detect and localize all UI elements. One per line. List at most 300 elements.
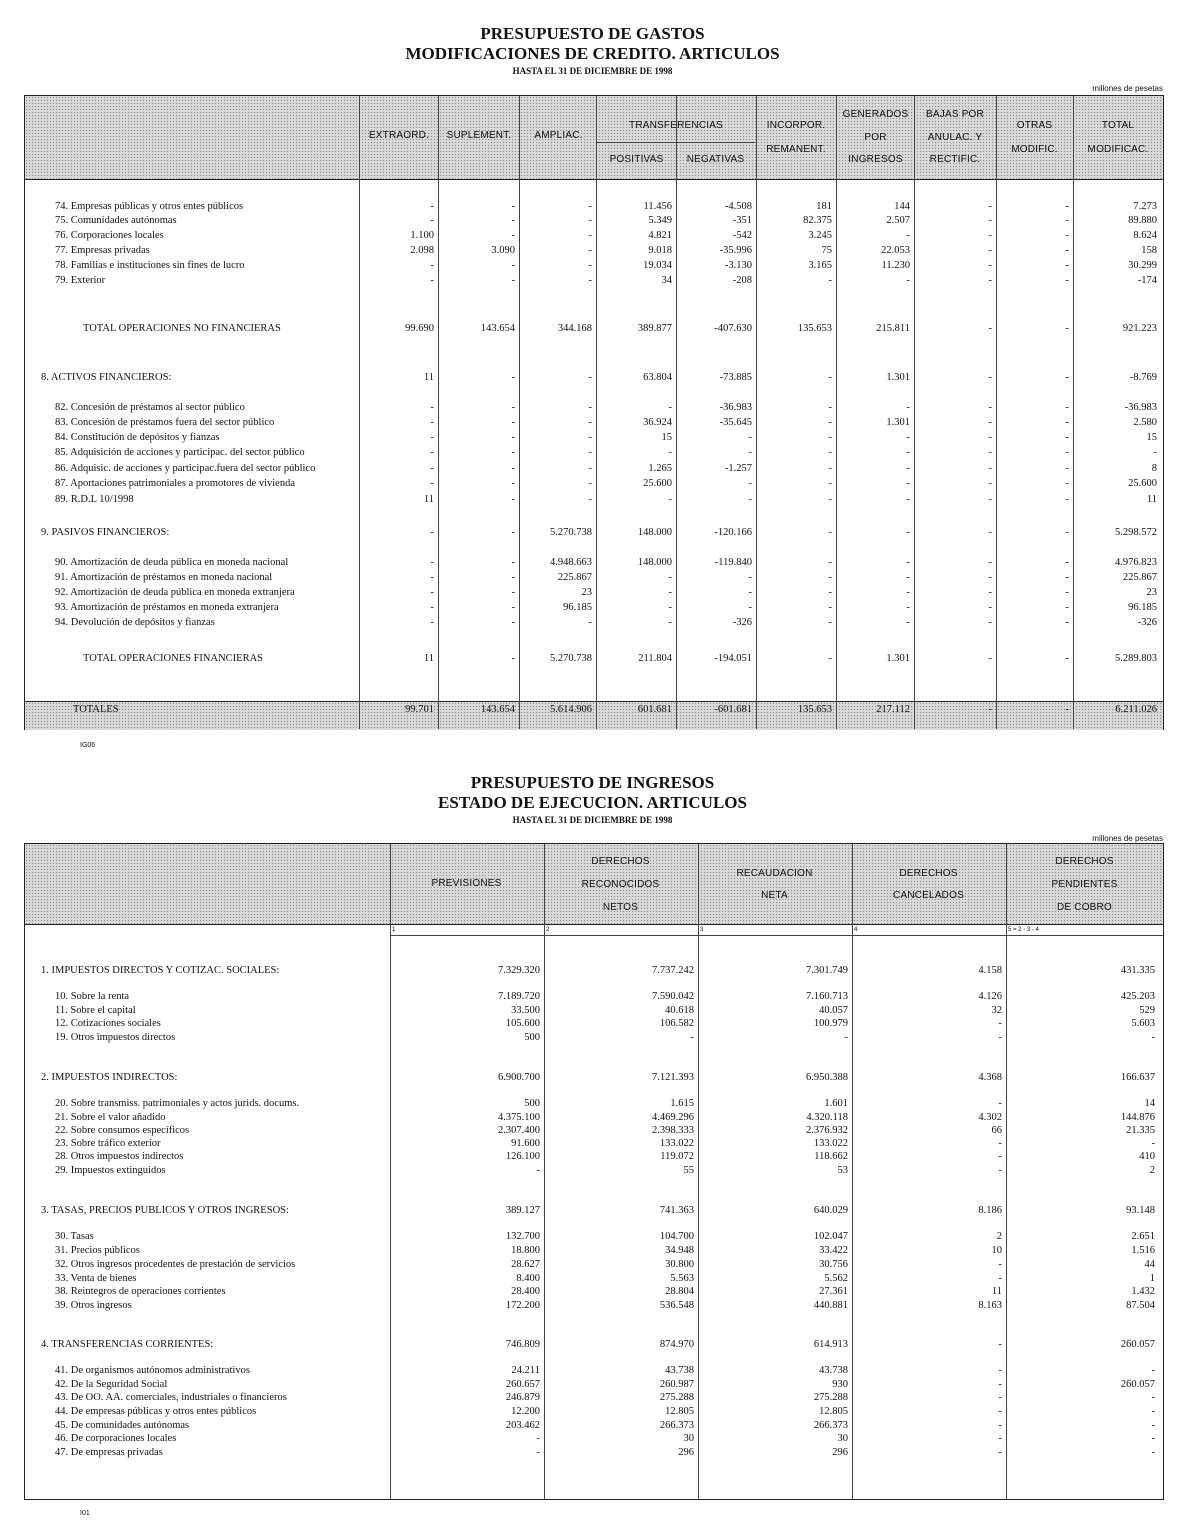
row-label: 22. Sobre consumos específicos xyxy=(55,1125,190,1136)
ingresos-cell-col-1: 389.127 xyxy=(505,1205,540,1216)
gastos-cell-col-2: - xyxy=(511,417,515,428)
gastos-cell-col-4: 148.000 xyxy=(637,557,672,568)
row-label: 82. Concesión de préstamos al sector público xyxy=(55,402,245,413)
gastos-cell-col-4: - xyxy=(668,447,672,458)
ingresos-cell-col-3: 614.913 xyxy=(813,1339,848,1350)
gastos-cell-col-8: - xyxy=(988,527,992,538)
gastos-cell-col-3: - xyxy=(588,230,592,241)
gastos-cell-col-4: 19.034 xyxy=(643,260,672,271)
gastos-cell-col-6: - xyxy=(828,587,832,598)
col-derechos-reconocidos-header: DERECHOS xyxy=(591,856,650,867)
gastos-row xyxy=(25,214,1163,228)
gastos-cell-col-3: 23 xyxy=(581,587,592,598)
ingresos-cell-col-1: 203.462 xyxy=(505,1420,540,1431)
row-label: 41. De organismos autónomos administrativos xyxy=(55,1365,250,1376)
gastos-header xyxy=(25,96,1163,180)
gastos-cell-col-1: - xyxy=(430,602,434,613)
ingresos-cell-col-4: - xyxy=(998,1365,1002,1376)
row-label: 28. Otros impuestos indirectos xyxy=(55,1151,184,1162)
gastos-cell-col-10: 921.223 xyxy=(1122,323,1157,334)
gastos-cell-col-5: -351 xyxy=(732,215,752,226)
gastos-cell-col-8: - xyxy=(988,704,992,715)
gastos-cell-col-10: -36.983 xyxy=(1124,402,1157,413)
ingresos-cell-col-4: - xyxy=(998,1151,1002,1162)
gastos-cell-col-3: - xyxy=(588,275,592,286)
ingresos-cell-col-2: 5.563 xyxy=(670,1273,694,1284)
gastos-cell-col-10: 96.185 xyxy=(1128,602,1157,613)
gastos-cell-col-1: - xyxy=(430,402,434,413)
ingresos-cell-col-3: 440.881 xyxy=(813,1300,848,1311)
gastos-cell-col-9: - xyxy=(1065,402,1069,413)
gastos-cell-col-7: - xyxy=(906,275,910,286)
gastos-cell-col-3: 5.270.738 xyxy=(550,653,592,664)
gastos-cell-col-6: 75 xyxy=(821,245,832,256)
gastos-cell-col-9: - xyxy=(1065,617,1069,628)
gastos-cell-col-10: - xyxy=(1153,447,1157,458)
ingresos-cell-col-5: - xyxy=(1151,1420,1155,1431)
gastos-cell-col-9: - xyxy=(1065,201,1069,212)
gastos-cell-col-1: - xyxy=(430,417,434,428)
gastos-cell-col-2: - xyxy=(511,432,515,443)
ingresos-cell-col-4: - xyxy=(998,1138,1002,1149)
col-generados-por: POR xyxy=(864,132,887,143)
gastos-cell-col-4: - xyxy=(668,587,672,598)
gastos-cell-col-8: - xyxy=(988,275,992,286)
row-label: 77. Empresas privadas xyxy=(55,245,150,256)
row-label: 90. Amortización de deuda pública en moneda nacional xyxy=(55,557,289,568)
ingresos-cell-col-3: 12.805 xyxy=(819,1406,848,1417)
gastos-cell-col-6: 3.245 xyxy=(808,230,832,241)
gastos-cell-col-6: - xyxy=(828,653,832,664)
row-label: 21. Sobre el valor añadido xyxy=(55,1112,166,1123)
row-label: 11. Sobre el capital xyxy=(55,1005,136,1016)
gastos-row xyxy=(25,571,1163,585)
ingresos-cell-col-2: 874.970 xyxy=(659,1339,694,1350)
ingresos-cell-col-1: 7.189.720 xyxy=(498,991,540,1002)
ingresos-cell-col-4: - xyxy=(998,1018,1002,1029)
gastos-cell-col-8: - xyxy=(988,201,992,212)
gastos-cell-col-10: 30.299 xyxy=(1128,260,1157,271)
ingresos-cell-col-3: 30 xyxy=(837,1433,848,1444)
gastos-cell-col-3: 4.948.663 xyxy=(550,557,592,568)
gastos-cell-col-7: - xyxy=(906,617,910,628)
gastos-row xyxy=(25,322,1163,336)
ingresos-row xyxy=(25,1405,1163,1419)
ingresos-cell-col-1: 126.100 xyxy=(505,1151,540,1162)
colnum-divider xyxy=(390,935,1163,936)
ingresos-cell-col-4: 2 xyxy=(996,1231,1002,1242)
row-label: 20. Sobre transmiss. patrimoniales y actos jurids. docums. xyxy=(55,1098,300,1109)
ingresos-cell-col-4: - xyxy=(998,1273,1002,1284)
gastos-cell-col-6: 135.653 xyxy=(797,323,832,334)
gastos-cell-col-1: 1.100 xyxy=(410,230,434,241)
row-label: TOTAL OPERACIONES FINANCIERAS xyxy=(83,653,264,664)
col-suplement-header: SUPLEMENT. xyxy=(446,130,512,141)
gastos-row xyxy=(25,493,1163,507)
gastos-cell-col-8: - xyxy=(988,215,992,226)
gastos-cell-col-1: - xyxy=(430,617,434,628)
ingresos-cell-col-2: 30.800 xyxy=(665,1259,694,1270)
ingresos-cell-col-1: 500 xyxy=(524,1098,540,1109)
gastos-cell-col-4: - xyxy=(668,494,672,505)
gastos-cell-col-3: - xyxy=(588,372,592,383)
gastos-cell-col-9: - xyxy=(1065,704,1069,715)
ingresos-cell-col-3: 930 xyxy=(832,1379,848,1390)
col-generados-header: GENERADOS xyxy=(842,109,909,120)
gastos-cell-col-1: - xyxy=(430,478,434,489)
gastos-cell-col-3: - xyxy=(588,417,592,428)
row-label: 4. TRANSFERENCIAS CORRIENTES: xyxy=(41,1339,214,1350)
gastos-cell-col-1: - xyxy=(430,215,434,226)
gastos-cell-col-3: - xyxy=(588,260,592,271)
row-label: 92. Amortización de deuda pública en moneda extranjera xyxy=(55,587,295,598)
ingresos-cell-col-2: 7.737.242 xyxy=(652,965,694,976)
gastos-cell-col-10: 158 xyxy=(1141,245,1157,256)
gastos-cell-col-9: - xyxy=(1065,447,1069,458)
ingresos-cell-col-4: 32 xyxy=(991,1005,1002,1016)
ingresos-cell-col-3: 33.422 xyxy=(819,1245,848,1256)
colnum-4: 4 xyxy=(854,927,858,933)
gastos-cell-col-9: - xyxy=(1065,432,1069,443)
col-recaudacion-neta: NETA xyxy=(761,890,788,901)
gastos-cell-col-5: - xyxy=(748,572,752,583)
col-incorpor-header: INCORPOR. xyxy=(766,120,826,131)
gastos-cell-col-5: -119.840 xyxy=(714,557,752,568)
gastos-cell-col-6: - xyxy=(828,602,832,613)
gastos-page-code: IG06 xyxy=(80,742,96,749)
ingresos-cell-col-3: 266.373 xyxy=(813,1420,848,1431)
ingresos-cell-col-1: - xyxy=(536,1165,540,1176)
colnum-5: 5 = 2 - 3 - 4 xyxy=(1008,927,1039,933)
col-ampliac-header: AMPLIAC. xyxy=(534,130,583,141)
ingresos-row xyxy=(25,1285,1163,1299)
gastos-cell-col-2: - xyxy=(511,617,515,628)
ingresos-cell-col-5: 5.603 xyxy=(1131,1018,1155,1029)
gastos-cell-col-7: 144 xyxy=(894,201,910,212)
ingresos-cell-col-2: - xyxy=(690,1032,694,1043)
gastos-cell-col-1: - xyxy=(430,201,434,212)
gastos-cell-col-4: 63.804 xyxy=(643,372,672,383)
gastos-row xyxy=(25,431,1163,445)
ingresos-title-1: PRESUPUESTO DE INGRESOS xyxy=(470,773,715,792)
gastos-cell-col-2: - xyxy=(511,372,515,383)
ingresos-cell-col-2: 55 xyxy=(683,1165,694,1176)
row-label: 85. Adquisición de acciones y participac. del sector público xyxy=(55,447,305,458)
gastos-cell-col-4: 148.000 xyxy=(637,527,672,538)
row-label: 79. Exterior xyxy=(55,275,106,286)
col-cancelados-header: DERECHOS xyxy=(899,868,958,879)
gastos-cell-col-10: 225.867 xyxy=(1122,572,1157,583)
gastos-cell-col-9: - xyxy=(1065,653,1069,664)
ingresos-cell-col-2: 260.987 xyxy=(659,1379,694,1390)
gastos-cell-col-9: - xyxy=(1065,215,1069,226)
gastos-cell-col-6: - xyxy=(828,494,832,505)
ingresos-cell-col-1: 24.211 xyxy=(511,1365,540,1376)
ingresos-cell-col-2: 12.805 xyxy=(665,1406,694,1417)
ingresos-cell-col-1: 172.200 xyxy=(505,1300,540,1311)
ingresos-cell-col-4: - xyxy=(998,1379,1002,1390)
ingresos-cell-col-2: 34.948 xyxy=(665,1245,694,1256)
gastos-cell-col-2: - xyxy=(511,275,515,286)
gastos-cell-col-6: - xyxy=(828,617,832,628)
gastos-cell-col-5: -208 xyxy=(732,275,752,286)
gastos-cell-col-1: - xyxy=(430,527,434,538)
gastos-cell-col-9: - xyxy=(1065,260,1069,271)
gastos-cell-col-3: - xyxy=(588,478,592,489)
ingresos-cell-col-3: 7.301.749 xyxy=(806,965,848,976)
row-label: 3. TASAS, PRECIOS PUBLICOS Y OTROS INGRESOS: xyxy=(41,1205,289,1216)
gastos-cell-col-7: - xyxy=(906,557,910,568)
ingresos-cell-col-5: 260.057 xyxy=(1120,1379,1155,1390)
gastos-cell-col-2: 143.654 xyxy=(480,323,515,334)
gastos-cell-col-8: - xyxy=(988,245,992,256)
row-label: 93. Amortización de préstamos en moneda extranjera xyxy=(55,602,279,613)
gastos-cell-col-1: 11 xyxy=(423,494,434,505)
ingresos-cell-col-3: 4.320.118 xyxy=(806,1112,848,1123)
gastos-cell-col-5: -35.996 xyxy=(719,245,752,256)
gastos-cell-col-6: - xyxy=(828,463,832,474)
gastos-cell-col-7: 11.230 xyxy=(881,260,910,271)
col-transferencias-header: TRANSFERENCIAS xyxy=(629,120,723,131)
gastos-row xyxy=(25,601,1163,615)
row-label: 94. Devolución de depósitos y fianzas xyxy=(55,617,215,628)
row-label: 23. Sobre tráfico exterior xyxy=(55,1138,161,1149)
ingresos-cell-col-5: 2.651 xyxy=(1131,1231,1155,1242)
ingresos-subtitle: HASTA EL 31 DE DICIEMBRE DE 1998 xyxy=(512,815,673,825)
ingresos-cell-col-5: 1.516 xyxy=(1131,1245,1155,1256)
row-label: TOTAL OPERACIONES NO FINANCIERAS xyxy=(83,323,281,334)
ingresos-cell-col-3: 275.288 xyxy=(813,1392,848,1403)
ingresos-cell-col-2: 7.590.042 xyxy=(652,991,694,1002)
gastos-cell-col-5: - xyxy=(748,602,752,613)
gastos-cell-col-3: - xyxy=(588,215,592,226)
ingresos-cell-col-5: 44 xyxy=(1144,1259,1155,1270)
gastos-title-2: MODIFICACIONES DE CREDITO. ARTICULOS xyxy=(405,44,780,63)
ingresos-cell-col-5: 529 xyxy=(1139,1005,1155,1016)
gastos-cell-col-2: - xyxy=(511,653,515,664)
ingresos-cell-col-2: 30 xyxy=(683,1433,694,1444)
ingresos-cell-col-2: 266.373 xyxy=(659,1420,694,1431)
gastos-cell-col-3: 225.867 xyxy=(557,572,592,583)
col-total-modificac: MODIFICAC. xyxy=(1087,144,1149,155)
ingresos-cell-col-5: 425.203 xyxy=(1120,991,1155,1002)
gastos-cell-col-8: - xyxy=(988,372,992,383)
col-bajas-anulac: ANULAC. Y xyxy=(927,132,983,143)
gastos-cell-col-2: - xyxy=(511,260,515,271)
ingresos-cell-col-5: - xyxy=(1151,1032,1155,1043)
ingresos-cell-col-4: - xyxy=(998,1259,1002,1270)
ingresos-row xyxy=(25,1111,1163,1125)
row-label: 74. Empresas públicas y otros entes públicos xyxy=(55,201,244,212)
ingresos-cell-col-5: - xyxy=(1151,1365,1155,1376)
gastos-cell-col-2: - xyxy=(511,494,515,505)
gastos-cell-col-2: - xyxy=(511,557,515,568)
col-generados-ingresos: INGRESOS xyxy=(848,154,903,165)
gastos-cell-col-10: 11 xyxy=(1146,494,1157,505)
ingresos-cell-col-2: 1.615 xyxy=(670,1098,694,1109)
ingresos-cell-col-1: 105.600 xyxy=(505,1018,540,1029)
gastos-cell-col-2: - xyxy=(511,478,515,489)
gastos-cell-col-3: 96.185 xyxy=(563,602,592,613)
gastos-cell-col-2: - xyxy=(511,527,515,538)
row-label: 30. Tasas xyxy=(55,1231,94,1242)
gastos-cell-col-1: - xyxy=(430,557,434,568)
ingresos-cell-col-2: 4.469.296 xyxy=(652,1112,694,1123)
gastos-cell-col-10: 23 xyxy=(1146,587,1157,598)
ingresos-cell-col-1: 2.307.400 xyxy=(498,1125,540,1136)
gastos-cell-col-2: - xyxy=(511,447,515,458)
ingresos-page-code: I01 xyxy=(80,1510,90,1517)
ingresos-cell-col-4: 10 xyxy=(991,1245,1002,1256)
ingresos-cell-col-4: - xyxy=(998,1433,1002,1444)
row-label: 91. Amortización de préstamos en moneda nacional xyxy=(55,572,273,583)
gastos-cell-col-7: 22.053 xyxy=(881,245,910,256)
ingresos-cell-col-1: 91.600 xyxy=(511,1138,540,1149)
ingresos-cell-col-4: 4.302 xyxy=(978,1112,1002,1123)
gastos-cell-col-8: - xyxy=(988,447,992,458)
ingresos-cell-col-3: 2.376.932 xyxy=(806,1125,848,1136)
gastos-cell-col-10: 89.880 xyxy=(1128,215,1157,226)
gastos-cell-col-9: - xyxy=(1065,372,1069,383)
ingresos-title-2: ESTADO DE EJECUCION. ARTICULOS xyxy=(438,793,747,812)
row-label: 44. De empresas públicas y otros entes públicos xyxy=(55,1406,257,1417)
gastos-cell-col-8: - xyxy=(988,417,992,428)
gastos-cell-col-4: 601.681 xyxy=(637,704,672,715)
ingresos-cell-col-5: 144.876 xyxy=(1120,1112,1155,1123)
gastos-cell-col-5: -601.681 xyxy=(714,704,752,715)
col-pendientes-2: PENDIENTES xyxy=(1051,879,1118,890)
row-label: 9. PASIVOS FINANCIEROS: xyxy=(41,527,170,538)
ingresos-cell-col-2: 40.618 xyxy=(665,1005,694,1016)
gastos-cell-col-6: - xyxy=(828,478,832,489)
ingresos-row xyxy=(25,1419,1163,1433)
gastos-cell-col-8: - xyxy=(988,653,992,664)
gastos-row xyxy=(25,703,1163,717)
gastos-cell-col-3: - xyxy=(588,201,592,212)
ingresos-cell-col-3: 5.562 xyxy=(824,1273,848,1284)
row-label: 38. Reintegros de operaciones corrientes xyxy=(55,1286,226,1297)
colnum-1: 1 xyxy=(392,927,396,933)
gastos-cell-col-5: -1.257 xyxy=(724,463,752,474)
gastos-cell-col-5: -326 xyxy=(732,617,752,628)
row-label: 84. Constitución de depósitos y fianzas xyxy=(55,432,220,443)
col-recaudacion-header: RECAUDACION xyxy=(736,868,813,879)
ingresos-cell-col-3: 43.738 xyxy=(819,1365,848,1376)
gastos-cell-col-8: - xyxy=(988,260,992,271)
gastos-cell-col-10: 6.211.026 xyxy=(1115,704,1157,715)
row-label: 87. Aportaciones patrimoniales a promotores de vivienda xyxy=(55,478,295,489)
gastos-cell-col-4: - xyxy=(668,602,672,613)
ingresos-cell-col-2: 133.022 xyxy=(659,1138,694,1149)
gastos-subtitle: HASTA EL 31 DE DICIEMBRE DE 1998 xyxy=(512,66,673,76)
ingresos-cell-col-4: 11 xyxy=(991,1286,1002,1297)
ingresos-cell-col-3: 118.662 xyxy=(814,1151,848,1162)
gastos-cell-col-8: - xyxy=(988,494,992,505)
row-label: 78. Familias e instituciones sin fines de lucro xyxy=(55,260,245,271)
row-label: 8. ACTIVOS FINANCIEROS: xyxy=(41,372,172,383)
gastos-cell-col-2: - xyxy=(511,201,515,212)
ingresos-cell-col-2: 106.582 xyxy=(659,1018,694,1029)
ingresos-row xyxy=(25,1258,1163,1272)
gastos-cell-col-8: - xyxy=(988,323,992,334)
ingresos-cell-col-4: - xyxy=(998,1392,1002,1403)
gastos-cell-col-1: - xyxy=(430,432,434,443)
gastos-cell-col-7: - xyxy=(906,230,910,241)
col-positivas-header: POSITIVAS xyxy=(609,154,664,165)
ingresos-cell-col-1: 28.400 xyxy=(511,1286,540,1297)
ingresos-row xyxy=(25,1244,1163,1258)
gastos-cell-col-5: - xyxy=(748,432,752,443)
gastos-cell-col-1: - xyxy=(430,275,434,286)
colnum-2: 2 xyxy=(546,927,550,933)
gastos-cell-col-5: - xyxy=(748,478,752,489)
gastos-cell-col-7: 1.301 xyxy=(886,653,910,664)
row-label: 39. Otros ingresos xyxy=(55,1300,132,1311)
gastos-cell-col-4: 11.456 xyxy=(643,201,672,212)
ingresos-cell-col-3: 53 xyxy=(837,1165,848,1176)
gastos-cell-col-10: 4.976.823 xyxy=(1115,557,1157,568)
gastos-cell-col-4: 9.018 xyxy=(648,245,672,256)
gastos-cell-col-1: - xyxy=(430,260,434,271)
row-label: 10. Sobre la renta xyxy=(55,991,130,1002)
gastos-cell-col-9: - xyxy=(1065,587,1069,598)
ingresos-cell-col-4: - xyxy=(998,1339,1002,1350)
row-label: 47. De empresas privadas xyxy=(55,1447,163,1458)
ingresos-row xyxy=(25,1071,1163,1085)
gastos-cell-col-7: 2.507 xyxy=(886,215,910,226)
gastos-cell-col-5: -73.885 xyxy=(719,372,752,383)
gastos-cell-col-6: - xyxy=(828,417,832,428)
row-label: 12. Cotizaciones sociales xyxy=(55,1018,161,1029)
gastos-cell-col-6: 181 xyxy=(816,201,832,212)
ingresos-cell-col-5: 260.057 xyxy=(1120,1339,1155,1350)
ingresos-cell-col-1: 8.400 xyxy=(516,1273,540,1284)
col-derechos-reconocidos-3: NETOS xyxy=(602,902,639,913)
ingresos-cell-col-2: 741.363 xyxy=(659,1205,694,1216)
gastos-cell-col-8: - xyxy=(988,402,992,413)
gastos-row xyxy=(25,556,1163,570)
ingresos-cell-col-1: 18.800 xyxy=(511,1245,540,1256)
gastos-cell-col-1: - xyxy=(430,447,434,458)
ingresos-cell-col-4: - xyxy=(998,1447,1002,1458)
ingresos-cell-col-1: 746.809 xyxy=(505,1339,540,1350)
ingresos-cell-col-5: 93.148 xyxy=(1126,1205,1155,1216)
ingresos-row xyxy=(25,1124,1163,1138)
ingresos-cell-col-5: 1 xyxy=(1149,1273,1155,1284)
ingresos-cell-col-3: 6.950.388 xyxy=(806,1072,848,1083)
row-label: 46. De corporaciones locales xyxy=(55,1433,177,1444)
ingresos-cell-col-5: 87.504 xyxy=(1126,1300,1155,1311)
ingresos-row xyxy=(25,1338,1163,1352)
gastos-cell-col-8: - xyxy=(988,230,992,241)
ingresos-cell-col-4: 66 xyxy=(991,1125,1002,1136)
row-label: 45. De comunidades autónomas xyxy=(55,1420,190,1431)
gastos-cell-col-2: - xyxy=(511,215,515,226)
gastos-row xyxy=(25,416,1163,430)
gastos-cell-col-1: - xyxy=(430,587,434,598)
gastos-cell-col-6: - xyxy=(828,432,832,443)
gastos-cell-col-6: - xyxy=(828,275,832,286)
gastos-cell-col-2: - xyxy=(511,463,515,474)
ingresos-row xyxy=(25,964,1163,978)
row-label: 75. Comunidades autónomas xyxy=(55,215,177,226)
gastos-cell-col-2: 143.654 xyxy=(480,704,515,715)
gastos-cell-col-10: -8.769 xyxy=(1129,372,1157,383)
gastos-cell-col-7: - xyxy=(906,494,910,505)
row-label: 2. IMPUESTOS INDIRECTOS: xyxy=(41,1072,178,1083)
gastos-cell-col-8: - xyxy=(988,572,992,583)
gastos-cell-col-9: - xyxy=(1065,494,1069,505)
